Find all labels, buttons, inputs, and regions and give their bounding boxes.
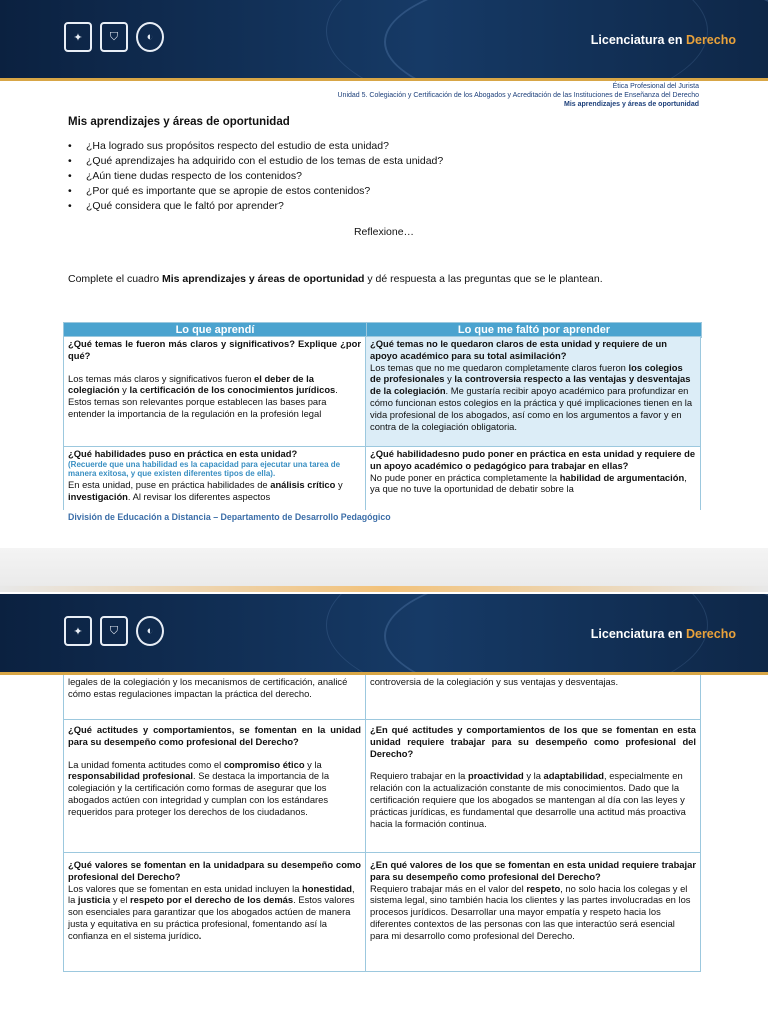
ed-logo-icon: ◐ xyxy=(136,616,164,646)
logos xyxy=(64,22,164,52)
program-title: Licenciatura en Derecho xyxy=(590,33,736,47)
course-name: Ética Profesional del Jurista xyxy=(612,83,699,90)
faculty-shield-icon: ⛉ xyxy=(100,616,128,646)
question-list xyxy=(68,139,443,214)
section-title: Mis aprendizajes y áreas de oportunidad xyxy=(68,116,290,128)
list-item: • ¿Por qué es importante que se apropie de estos contenidos? xyxy=(68,184,443,199)
unam-seal-icon: ✦ xyxy=(64,22,92,52)
list-item: • ¿Qué aprendizajes ha adquirido con el estudio de los temas de esta unidad? xyxy=(68,154,443,169)
logos xyxy=(64,616,164,646)
page1-banner xyxy=(0,0,768,78)
unit-name: Unidad 5. Colegiación y Certificación de los Abogados y Acreditación de las Instituciones de Enseñanza del Derecho xyxy=(337,92,699,99)
cell-r4-missing: ¿En qué valores de los que se fomentan en esta unidad requiere trabajar para su desempeño como profesional del Derecho? Requiero trabajar más en el valor del respeto, no solo hacia los colegas y el sistema legal, sino también hacia los clientes y las partes involucradas en los procesos jurídicos. Desarrollar una mayor empatía y respeto hacia los diferentes contextos de las personas con las que interactúo será esencial para mi desarrollo como profesional del Derecho. xyxy=(365,852,701,972)
reflexione-text: Reflexione… xyxy=(353,226,415,238)
header-meta xyxy=(338,82,700,109)
list-item: • ¿Qué considera que le faltó por aprender? xyxy=(68,199,443,214)
cell-r3-missing: ¿En qué actitudes y comportamientos de los que se fomentan en esta unidad requiere trabajar para su desempeño como profesional del Derecho? Requiero trabajar en la proactividad y la adaptabilidad, especialmente en relación con la actualización constante de mis conocimientos. Dado que la certificación requiere que los abogados se mantengan al día con las leyes y prácticas jurídicas, es fundamental que desarrolle una actitud más proactiva hacia la formación continua. xyxy=(365,719,701,853)
faculty-shield-icon: ⛉ xyxy=(100,22,128,52)
cell-r1-learned: ¿Qué temas le fueron más claros y significativos? Explique ¿por qué? Los temas más claros y significativos fueron el deber de la colegiación y la certificación de los conocimientos jurídicos. Estos temas son relevantes porque establecen las bases para entender la importancia de la regulación en la profesión legal xyxy=(63,336,366,447)
gold-divider xyxy=(0,78,768,81)
instruction-text: Complete el cuadro Mis aprendizajes y áreas de oportunidad y dé respuesta a las preguntas que se le plantean. xyxy=(68,273,603,285)
col-header-learned: Lo que aprendí xyxy=(64,323,367,338)
cell-r3-learned: ¿Qué actitudes y comportamientos, se fomentan en la unidad para su desempeño como profesional del Derecho? La unidad fomenta actitudes como el compromiso ético y la responsabilidad profesional. Se destaca la importancia de la colegiación y la certificación como formas de asegurar que los abogados actúen con integridad y cumplan con los estándares requeridos para proteger los derechos de los ciudadanos. xyxy=(63,719,366,853)
cell-r1-missing: ¿Qué temas no le quedaron claros de esta unidad y requiere de un apoyo académico para su total asimilación? Los temas que no me quedaron completamente claros fueron los colegios de profesionales y la controversia respecto a las ventajas y desventajas de la colegiación. Me gustaría recibir apoyo académico para profundizar en cómo funcionan estos colegios en la práctica y qué implicaciones tienen en la vida profesional de los abogados, así como en los argumentos a favor y en contra de la colegiación obligatoria. xyxy=(365,336,701,447)
skill-note: (Recuerde que una habilidad es la capacidad para ejecutar una tarea de manera exitosa, y que existen diferentes tipos de ella). xyxy=(68,459,341,479)
page-separator xyxy=(0,548,768,592)
list-item: • ¿Ha logrado sus propósitos respecto del estudio de esta unidad? xyxy=(68,139,443,154)
program-title: Licenciatura en Derecho xyxy=(590,627,736,641)
cell-r2-missing-cont: controversia de la colegiación y sus ventajas y desventajas. xyxy=(365,675,701,720)
col-header-missing: Lo que me faltó por aprender xyxy=(367,323,702,338)
activity-name: Mis aprendizajes y áreas de oportunidad xyxy=(564,101,699,108)
cell-r2-learned-cont: legales de la colegiación y los mecanismos de certificación, analicé cómo estas regulaciones impactan la práctica del derecho. xyxy=(63,675,366,720)
cell-r2-learned: ¿Qué habilidades puso en práctica en esta unidad? (Recuerde que una habilidad es la capacidad para ejecutar una tarea de manera exitosa, y que existen diferentes tipos de ella). En esta unidad, puse en práctica habilidades de análisis crítico y investigación. Al revisar los diferentes aspectos xyxy=(63,446,366,510)
unam-seal-icon: ✦ xyxy=(64,616,92,646)
cell-r2-missing: ¿Qué habilidadesno pudo poner en práctica en esta unidad y requiere de un apoyo académico o pedagógico para trabajar en ellas? No pude poner en práctica completamente la habilidad de argumentación, ya que no tuve la oportunidad de debatir sobre la xyxy=(365,446,701,510)
ed-logo-icon: ◐ xyxy=(136,22,164,52)
list-item: • ¿Aún tiene dudas respecto de los contenidos? xyxy=(68,169,443,184)
cell-r4-learned: ¿Qué valores se fomentan en la unidadpara su desempeño como profesional del Derecho? Los valores que se fomentan en esta unidad incluyen la honestidad, la justicia y el respeto por el derecho de los demás. Estos valores son esenciales para garantizar que los abogados actúen de manera justa y equitativa en su práctica profesional, fomentando así la confianza en el sistema jurídico. xyxy=(63,852,366,972)
page-footer: División de Educación a Distancia – Departamento de Desarrollo Pedagógico xyxy=(68,512,391,522)
page2-banner xyxy=(0,594,768,672)
